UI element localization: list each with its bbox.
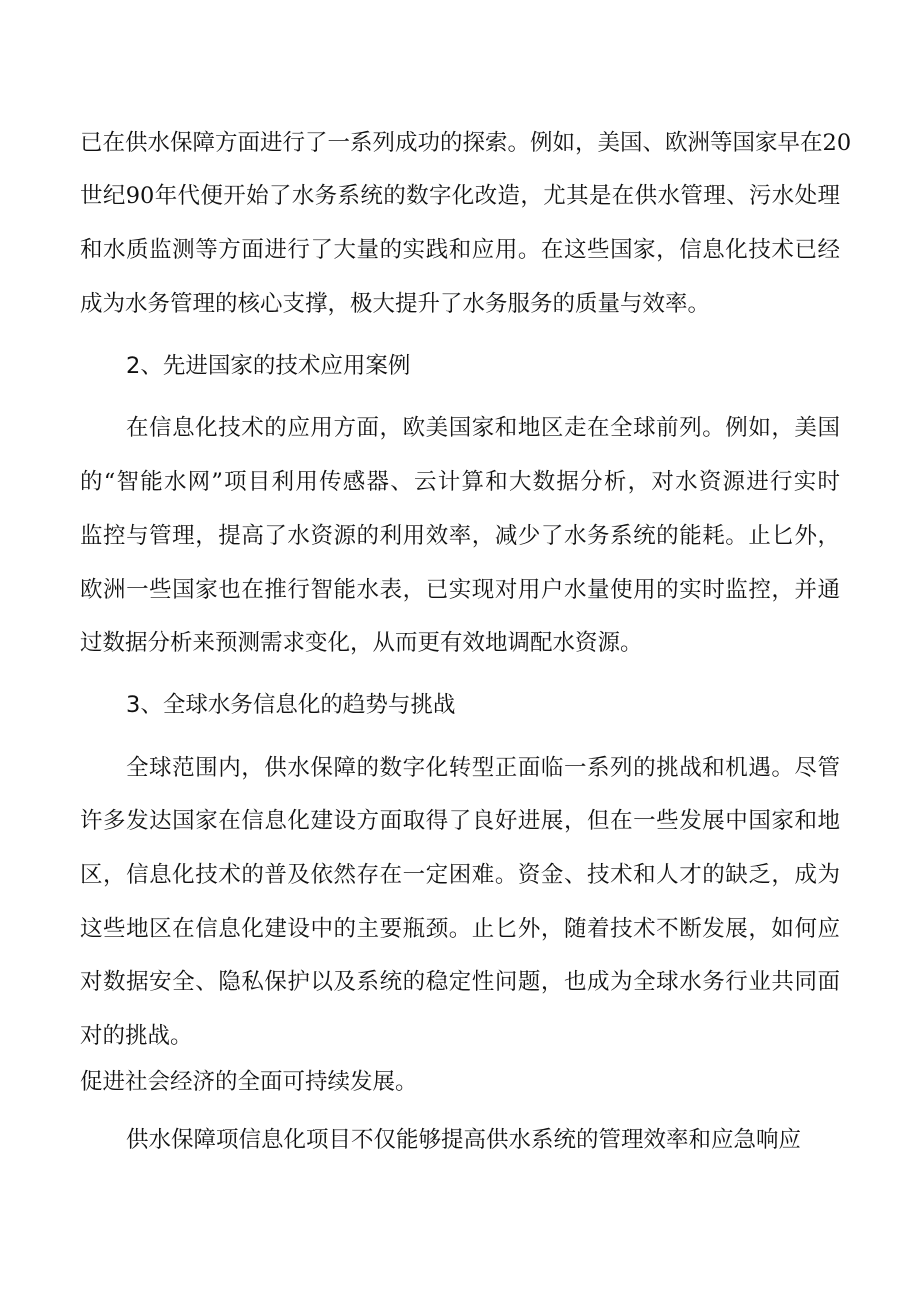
paragraph-line: 在信息化技术的应用方面，欧美国家和地区走在全球前列。例如，美国: [126, 415, 840, 441]
section-heading: 2、先进国家的技术应用案例: [126, 353, 411, 379]
paragraph-line: 欧洲一些国家也在推行智能水表，已实现对用户水量使用的实时监控，并通: [80, 577, 840, 603]
section-tail-line: 促进社会经济的全面可持续发展。: [80, 1069, 418, 1095]
section-heading: 3、全球水务信息化的趋势与挑战: [126, 692, 456, 718]
paragraph-line: 成为水务管理的核心支撑，极大提升了水务服务的质量与效率。: [80, 291, 711, 317]
paragraph-line: 世纪90年代便开始了水务系统的数字化改造，尤其是在供水管理、污水处理: [80, 183, 840, 209]
paragraph-line: 对的挑战。: [80, 1023, 193, 1049]
paragraph-line: 区，信息化技术的普及依然存在一定困难。资金、技术和人才的缺乏，成为: [80, 862, 840, 888]
paragraph-line: 许多发达国家在信息化建设方面取得了良好进展，但在一些发展中国家和地: [80, 808, 840, 834]
paragraph-line: 已在供水保障方面进行了一系列成功的探索。例如，美国、欧洲等国家早在20: [80, 130, 852, 156]
paragraph-line: 的“智能水网”项目利用传感器、云计算和大数据分析，对水资源进行实时: [80, 469, 840, 495]
paragraph-line: 和水质监测等方面进行了大量的实践和应用。在这些国家，信息化技术已经: [80, 237, 840, 263]
paragraph-line: 供水保障项信息化项目不仅能够提高供水系统的管理效率和应急响应: [126, 1127, 802, 1153]
paragraph-line: 监控与管理，提高了水资源的利用效率，减少了水务系统的能耗。止匕外，: [80, 523, 840, 549]
paragraph-line: 这些地区在信息化建设中的主要瓶颈。止匕外，随着技术不断发展，如何应: [80, 916, 840, 942]
paragraph-line: 全球范围内，供水保障的数字化转型正面临一系列的挑战和机遇。尽管: [126, 755, 840, 781]
paragraph-line: 对数据安全、隐私保护以及系统的稳定性问题，也成为全球水务行业共同面: [80, 969, 840, 995]
paragraph-line: 过数据分析来预测需求变化，从而更有效地调配水资源。: [80, 630, 643, 656]
